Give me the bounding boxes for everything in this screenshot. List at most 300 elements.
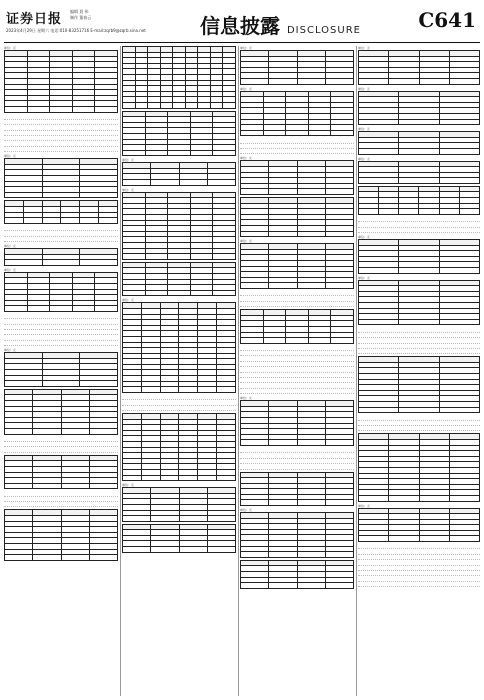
table-cell [123, 516, 151, 522]
disclosure-block [4, 437, 118, 453]
table-cell [123, 290, 146, 296]
disclosure-block [240, 448, 354, 470]
table-cell [241, 552, 269, 558]
table-cell [80, 381, 118, 387]
table-row [123, 387, 236, 393]
disclosure-table [122, 262, 236, 297]
table-cell [5, 260, 43, 266]
table-cell [5, 555, 33, 561]
table-cell [399, 319, 439, 325]
table-cell [5, 192, 43, 198]
disclosure-table [122, 162, 236, 185]
disclosure-table [122, 413, 236, 481]
table-row [123, 290, 236, 296]
disclosure-block [358, 327, 480, 354]
disclosure-block [4, 226, 118, 242]
table-cell [33, 555, 61, 561]
table-cell [325, 552, 353, 558]
table-cell [449, 495, 479, 501]
disclosure-block [122, 46, 236, 109]
disclosure-table [358, 161, 480, 184]
table-cell [160, 387, 179, 393]
unit-note: 单位：元 [240, 396, 253, 401]
newspaper-logo: 证券日报 [6, 12, 63, 27]
unit-note: 单位：元 [358, 156, 371, 161]
table-cell [145, 254, 168, 260]
table-cell [286, 338, 309, 344]
column-divider [238, 46, 239, 696]
table-cell [241, 78, 269, 84]
table-row [123, 475, 236, 481]
table-cell [148, 102, 161, 108]
disclosure-block [4, 115, 118, 153]
table-cell [207, 516, 235, 522]
table-cell [359, 407, 399, 413]
table-row [5, 192, 118, 198]
table-row [241, 283, 354, 289]
table-row [241, 189, 354, 195]
table-cell [123, 547, 151, 553]
table-cell [297, 231, 325, 237]
editor-line-1: 编辑 聂 伟 [70, 9, 89, 14]
disclosure-block [240, 87, 354, 137]
table-cell [399, 267, 439, 273]
disclosure-block [4, 509, 118, 560]
table-cell [399, 209, 419, 215]
text-line [4, 341, 118, 346]
table-cell [241, 283, 269, 289]
disclosure-table [4, 389, 118, 435]
table-cell [439, 209, 459, 215]
disclosure-block [4, 455, 118, 490]
disclosure-block [240, 197, 354, 237]
table-cell [95, 306, 118, 312]
table-cell [331, 130, 354, 136]
disclosure-block [122, 298, 236, 393]
table-cell [207, 180, 235, 186]
table-cell [331, 338, 354, 344]
table-cell [179, 475, 198, 481]
table-row [241, 440, 354, 446]
table-cell [27, 306, 50, 312]
table-row [359, 78, 480, 84]
unit-note: 单位：元 [358, 86, 371, 91]
table-cell [325, 189, 353, 195]
table-row [359, 407, 480, 413]
table-cell [286, 130, 309, 136]
table-row [241, 500, 354, 506]
disclosure-block [358, 433, 480, 501]
table-cell [223, 102, 236, 108]
section-title-cn: 信息披露 [200, 14, 280, 38]
table-cell [269, 440, 297, 446]
disclosure-block [358, 46, 480, 85]
disclosure-table [240, 472, 354, 507]
body-paragraph [240, 138, 354, 154]
disclosure-table [122, 524, 236, 553]
table-cell [263, 338, 286, 344]
disclosure-table [240, 160, 354, 195]
column-divider [120, 46, 121, 696]
disclosure-block [358, 276, 480, 326]
table-cell [269, 283, 297, 289]
table-cell [168, 254, 191, 260]
text-line [240, 464, 354, 469]
unit-note: 单位：元 [240, 156, 253, 161]
disclosure-block [240, 472, 354, 507]
masthead-rule [4, 42, 480, 43]
table-cell [99, 218, 118, 224]
table-cell [5, 483, 33, 489]
table-cell [5, 428, 33, 434]
disclosure-block [122, 262, 236, 297]
table-cell [80, 192, 118, 198]
disclosure-block [240, 396, 354, 446]
disclosure-block [122, 111, 236, 157]
table-cell [213, 254, 236, 260]
editor-info [70, 9, 91, 21]
table-cell [359, 536, 389, 542]
table-cell [173, 102, 186, 108]
table-cell [5, 106, 28, 112]
disclosure-table [240, 243, 354, 289]
table-cell [297, 440, 325, 446]
text-line [4, 237, 118, 242]
table-row [241, 583, 354, 589]
table-cell [297, 78, 325, 84]
table-row [5, 555, 118, 561]
table-cell [5, 218, 24, 224]
column-3 [240, 46, 354, 696]
table-cell [42, 218, 61, 224]
disclosure-block [240, 156, 354, 195]
table-cell [269, 500, 297, 506]
page-number: C641 [418, 8, 476, 32]
text-line [358, 582, 480, 587]
table-cell [325, 583, 353, 589]
table-cell [179, 547, 207, 553]
table-row [5, 306, 118, 312]
table-row [241, 231, 354, 237]
table-cell [419, 536, 449, 542]
table-cell [42, 260, 80, 266]
disclosure-block [4, 46, 118, 113]
table-cell [198, 102, 211, 108]
text-line [4, 447, 118, 452]
unit-note: 单位：元 [240, 508, 253, 513]
disclosure-table [240, 512, 354, 558]
editor-line-2: 制作 董春云 [70, 15, 92, 20]
table-cell [399, 119, 439, 125]
issue-meta: 2023年4月29日 星期六 电话:010-83251716 E-mail:zqrb9@zqrb.sina.net [6, 28, 146, 33]
body-paragraph [122, 395, 236, 411]
table-row [5, 428, 118, 434]
unit-note: 单位：元 [240, 239, 253, 244]
unit-note: 单位：元 [358, 46, 371, 50]
disclosure-block [240, 138, 354, 154]
table-row [359, 536, 480, 542]
disclosure-block [122, 158, 236, 185]
unit-note: 单位：元 [4, 154, 17, 159]
disclosure-table [358, 508, 480, 543]
disclosure-table [358, 239, 480, 274]
disclosure-block [122, 483, 236, 522]
disclosure-table [122, 192, 236, 260]
table-cell [5, 306, 28, 312]
table-cell [389, 78, 419, 84]
table-cell [80, 218, 99, 224]
table-cell [217, 475, 236, 481]
section-title [200, 10, 361, 39]
text-line [122, 406, 236, 411]
text-line [358, 228, 480, 233]
disclosure-table [4, 200, 118, 223]
table-cell [123, 180, 151, 186]
disclosure-table [4, 352, 118, 387]
table-cell [359, 319, 399, 325]
unit-note: 单位：元 [358, 275, 371, 280]
column-1 [4, 46, 118, 696]
table-cell [269, 189, 297, 195]
table-cell [123, 254, 146, 260]
text-line [4, 502, 118, 507]
disclosure-block [240, 239, 354, 289]
disclosure-table [240, 560, 354, 589]
table-cell [439, 267, 479, 273]
table-cell [325, 440, 353, 446]
table-cell [50, 306, 73, 312]
table-cell [95, 106, 118, 112]
table-cell [50, 106, 73, 112]
table-row [359, 267, 480, 273]
table-cell [399, 178, 439, 184]
disclosure-table [4, 50, 118, 113]
disclosure-table [240, 91, 354, 137]
disclosure-block [4, 244, 118, 266]
table-row [123, 516, 236, 522]
column-divider [356, 46, 357, 696]
disclosure-table [4, 509, 118, 560]
table-cell [72, 306, 95, 312]
table-cell [359, 267, 399, 273]
table-cell [389, 536, 419, 542]
disclosure-block [4, 314, 118, 346]
table-row [359, 209, 480, 215]
unit-note: 单位：元 [240, 86, 253, 91]
table-row [241, 130, 354, 136]
unit-note: 单位：元 [122, 158, 135, 163]
table-row [5, 260, 118, 266]
table-cell [325, 231, 353, 237]
body-paragraph [358, 217, 480, 233]
table-cell [123, 102, 136, 108]
disclosure-table [358, 433, 480, 501]
table-cell [198, 387, 217, 393]
table-cell [145, 150, 168, 156]
table-cell [135, 102, 148, 108]
table-cell [168, 150, 191, 156]
disclosure-block [358, 157, 480, 184]
table-cell [308, 338, 331, 344]
unit-note: 单位：元 [358, 235, 371, 240]
disclosure-table [122, 111, 236, 157]
unit-note: 单位：元 [122, 298, 135, 303]
disclosure-table [4, 248, 118, 266]
disclosure-table [358, 356, 480, 413]
table-cell [241, 440, 269, 446]
body-paragraph [358, 327, 480, 354]
table-cell [179, 516, 207, 522]
table-row [359, 148, 480, 154]
table-cell [419, 495, 449, 501]
disclosure-block [4, 348, 118, 387]
column-2 [122, 46, 236, 696]
table-row [359, 495, 480, 501]
table-row [359, 178, 480, 184]
table-cell [297, 500, 325, 506]
table-row [123, 102, 236, 108]
table-cell [263, 130, 286, 136]
table-row [5, 106, 118, 112]
table-cell [42, 381, 80, 387]
unit-note: 单位：元 [358, 503, 371, 508]
disclosure-block [358, 186, 480, 215]
unit-note: 单位：元 [122, 187, 135, 192]
table-cell [61, 555, 89, 561]
table-cell [213, 150, 236, 156]
body-paragraph [358, 544, 480, 587]
table-cell [297, 583, 325, 589]
text-line [4, 147, 118, 152]
disclosure-block [358, 544, 480, 587]
unit-note: 单位：元 [4, 267, 17, 272]
table-cell [439, 319, 479, 325]
table-cell [241, 500, 269, 506]
disclosure-block [240, 309, 354, 344]
disclosure-table [358, 186, 480, 215]
table-cell [179, 180, 207, 186]
disclosure-block [122, 524, 236, 553]
table-cell [359, 78, 389, 84]
disclosure-table [358, 131, 480, 154]
section-title-en: DISCLOSURE [286, 25, 361, 36]
table-cell [61, 218, 80, 224]
table-cell [207, 547, 235, 553]
table-cell [5, 381, 43, 387]
table-cell [308, 130, 331, 136]
table-cell [241, 130, 264, 136]
table-row [241, 338, 354, 344]
table-cell [72, 106, 95, 112]
table-cell [141, 387, 160, 393]
table-cell [160, 475, 179, 481]
disclosure-block [358, 415, 480, 431]
disclosure-table [122, 302, 236, 393]
body-paragraph [4, 491, 118, 507]
table-cell [297, 189, 325, 195]
disclosure-table [240, 400, 354, 446]
table-cell [123, 387, 142, 393]
table-cell [198, 475, 217, 481]
table-cell [325, 283, 353, 289]
table-cell [190, 290, 213, 296]
disclosure-table [240, 309, 354, 344]
table-cell [399, 148, 439, 154]
disclosure-table [122, 46, 236, 109]
disclosure-block [240, 508, 354, 558]
table-cell [151, 547, 179, 553]
disclosure-table [358, 91, 480, 126]
table-cell [439, 148, 479, 154]
table-cell [419, 209, 439, 215]
disclosure-block [240, 560, 354, 589]
disclosure-table [4, 158, 118, 198]
disclosure-block [358, 217, 480, 233]
table-cell [399, 407, 439, 413]
unit-note: 单位：元 [358, 127, 371, 132]
table-cell [123, 150, 146, 156]
disclosure-block [240, 46, 354, 85]
disclosure-table [358, 280, 480, 326]
table-row [123, 254, 236, 260]
table-cell [389, 495, 419, 501]
column-4 [358, 46, 480, 696]
unit-note: 单位：元 [122, 483, 135, 488]
table-cell [241, 338, 264, 344]
table-cell [141, 475, 160, 481]
disclosure-table [240, 50, 354, 85]
body-paragraph [240, 291, 354, 307]
disclosure-block [4, 491, 118, 507]
unit-note: 单位：元 [4, 46, 17, 50]
disclosure-table [4, 272, 118, 312]
table-cell [459, 209, 479, 215]
table-cell [325, 78, 353, 84]
unit-note: 单位：元 [4, 348, 17, 353]
table-cell [269, 552, 297, 558]
table-cell [213, 290, 236, 296]
disclosure-block [4, 268, 118, 312]
table-cell [217, 387, 236, 393]
body-paragraph [4, 314, 118, 346]
table-cell [61, 483, 89, 489]
unit-note: 单位：元 [240, 46, 253, 50]
table-cell [439, 407, 479, 413]
table-cell [145, 290, 168, 296]
table-cell [151, 180, 179, 186]
table-cell [42, 192, 80, 198]
body-paragraph [240, 346, 354, 395]
table-row [5, 381, 118, 387]
table-cell [89, 428, 117, 434]
body-paragraph [4, 226, 118, 242]
table-cell [241, 231, 269, 237]
table-cell [241, 583, 269, 589]
text-line [240, 389, 354, 394]
text-line [240, 302, 354, 307]
table-row [241, 78, 354, 84]
text-line [240, 149, 354, 154]
table-cell [23, 218, 42, 224]
text-line [358, 426, 480, 431]
table-cell [190, 150, 213, 156]
table-cell [33, 483, 61, 489]
table-cell [439, 178, 479, 184]
masthead [0, 0, 484, 44]
body-paragraph [4, 115, 118, 153]
table-cell [89, 483, 117, 489]
table-cell [449, 536, 479, 542]
